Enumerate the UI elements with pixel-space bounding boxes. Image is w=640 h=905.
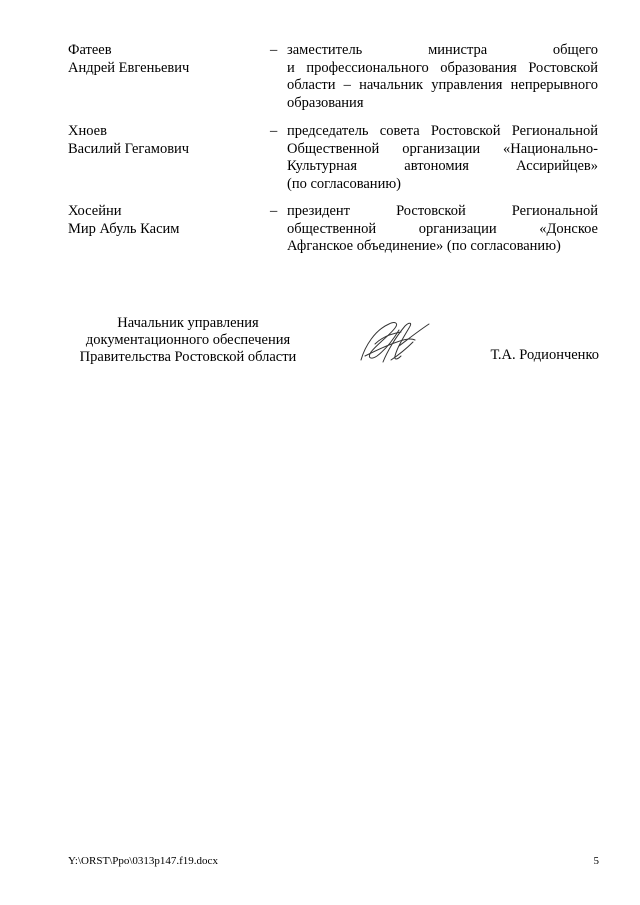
position-line: Культурная автономия Ассирийцев» [287, 158, 598, 174]
signatory-title [68, 315, 308, 366]
signatory-title-line: Правительства Ростовской области [79, 349, 297, 365]
member-given-name: Мир Абуль Касим [68, 220, 180, 237]
member-position [287, 123, 598, 193]
position-line: области – начальник управления непрерывного [287, 77, 598, 93]
signatory-title-line: Начальник управления [117, 315, 259, 331]
handwritten-signature [355, 316, 435, 366]
position-line: президент Ростовской Региональной [287, 203, 598, 219]
member-name [68, 203, 258, 238]
signatory-title-line: документационного обеспечения [85, 332, 291, 348]
dash-separator: – [270, 42, 278, 58]
position-line: Афганское объединение» (по согласованию) [287, 238, 561, 254]
member-name [68, 42, 258, 77]
position-line: Общественной организации «Национально- [287, 140, 598, 157]
position-line: общественной организации «Донское [287, 220, 598, 237]
position-line: председатель совета Ростовской Региональной [287, 123, 598, 139]
position-line: образования [287, 94, 364, 111]
member-given-name: Василий Гегамович [68, 140, 190, 157]
position-line: (по согласованию) [287, 175, 401, 192]
member-surname: Хосейни [68, 203, 122, 219]
file-path: Y:\ORST\Ppo\0313p147.f19.docx [68, 855, 218, 867]
member-position [287, 42, 598, 112]
member-surname: Хноев [68, 123, 107, 139]
member-name [68, 123, 258, 158]
position-line: и профессионального образования Ростовской [287, 59, 598, 76]
member-given-name: Андрей Евгеньевич [68, 59, 190, 76]
signer-name: Т.А. Родионченко [490, 347, 599, 363]
dash-separator: – [270, 203, 278, 219]
member-surname: Фатеев [68, 42, 112, 58]
page-number: 5 [593, 855, 599, 867]
dash-separator: – [270, 123, 278, 139]
member-position [287, 203, 598, 256]
position-line: заместитель министра общего [287, 42, 598, 58]
